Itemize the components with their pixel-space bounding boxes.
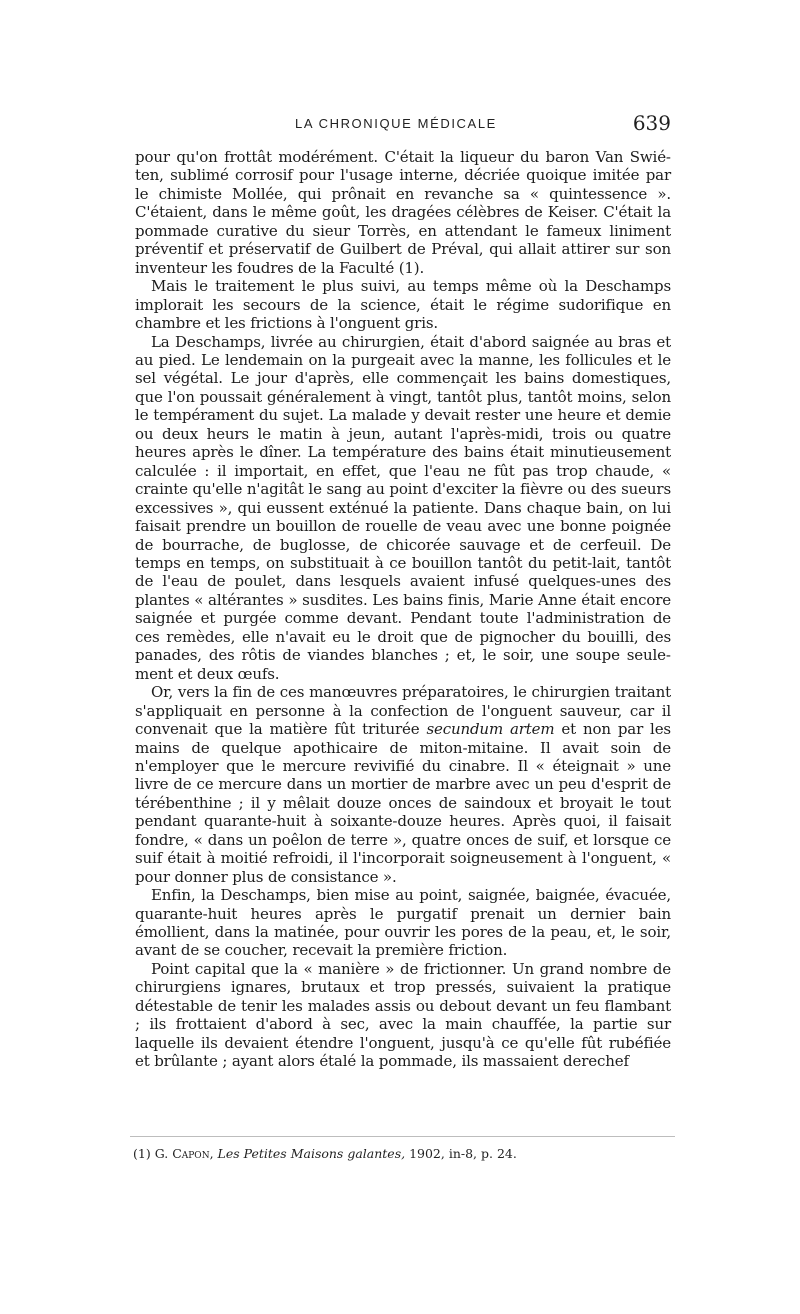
latin-phrase: secundum artem: [426, 720, 555, 739]
footnote: [133, 1146, 673, 1162]
paragraph-text: et non par les mains de quelque apothicaire de miton-mitaine. Il avait soin de n'employer que le mercure revivifié du cinabre. Il « éteignait » une livre de ce mercure dans un mortier de marbre avec un peu d'esprit de térébenthine ; il y mêlait douze onces de saindoux et broyait le tout pendant quarante-huit à soixante-douze heures. Après quoi, il faisait fondre, « dans un poêlon de terre », quatre onces de suif, et lorsque ce suif était à moitié refroidi, il l'incorporait soigneusement à l'onguent, « pour donner plus de consistance ».: [135, 720, 671, 886]
footnote-author: G. Capon,: [154, 1146, 214, 1161]
paragraph: Mais le traitement le plus suivi, au temps même où la Deschamps implorait les secours de la science, était le régime sudorifique en chambre et les frictions à l'onguent gris.: [135, 277, 671, 333]
paragraph: Point capital que la « manière » de frictionner. Un grand nombre de chirurgiens ignares, brutaux et trop pressés, suivaient la pratique détestable de tenir les malades assis ou debout devant un feu flambant ; ils frottaient d'abord à sec, avec la main chauffée, la partie sur laquelle ils devaient étendre l'onguent, jusqu'à ce qu'elle fût rubéfiée et brûlante ; ayant alors étalé la pommade, ils massaient derechef: [135, 959, 671, 1071]
paragraph: [135, 683, 671, 886]
paragraph: pour qu'on frottât modérément. C'était la liqueur du baron Van Swiéten, sublimé corrosif pour l'usage interne, décriée quoique imitée par le chimiste Mollée, qui prônait en revanche sa « quintessence ». C'étaient, dans le même goût, les dragées célèbres de Keiser. C'était la pommade curative du sieur Torrès, en attendant le fameux liniment préventif et préservatif de Guilbert de Préval, qui allait attirer sur son inventeur les foudres de la Faculté (1).: [135, 148, 671, 277]
body-text: [135, 148, 671, 1071]
paragraph-text: Or, vers la fin de ces manœuvres préparatoires, le chirurgien traitant s'appliquait en personne à la confection de l'onguent sauveur, car il convenait que la matière fût triturée: [135, 683, 671, 739]
footnote-details: 1902, in-8, p. 24.: [409, 1146, 517, 1161]
footnote-title: Les Petites Maisons galantes,: [217, 1146, 406, 1161]
running-head: [135, 111, 671, 140]
page-content: [135, 111, 671, 1071]
running-title: LA CHRONIQUE MÉDICALE: [295, 116, 497, 131]
paragraph: La Deschamps, livrée au chirurgien, était d'abord saignée au bras et au pied. Le lendemain on la purgeait avec la manne, les follicules et le sel végétal. Le jour d'après, elle commençait les bains domestiques, que l'on poussait généralement à vingt, tantôt plus, tantôt moins, selon le tempérament du sujet. La malade y devait rester une heure et demie ou deux heurs le matin à jeun, autant l'après-midi, trois ou quatre heures après le dîner. La température des bains était minutieusement calculée : il importait, en effet, que l'eau ne fût pas trop chaude, « crainte qu'elle n'agitât le sang au point d'exciter la fièvre ou des sueurs excessives », qui eussent exténué la patiente. Dans chaque bain, on lui faisait prendre un bouillon de rouelle de veau avec une bonne poignée de bourrache, de buglosse, de chicorée sauvage et de cerfeuil. De temps en temps, on substituait à ce bouillon tantôt du petit-lait, tantôt de l'eau de poulet, dans lesquels avaient infusé quelques-unes des plantes « altérantes » susdites. Les bains finis, Marie Anne était encore saignée et purgée comme devant. Pendant toute l'administration de ces remèdes, elle n'avait eu le droit que de pignocher du bouilli, des panades, des rôtis de viandes blanches ; et, le soir, une soupe seulement et deux œufs.: [135, 332, 671, 683]
footnote-rule: [130, 1136, 675, 1137]
page-number: 639: [632, 111, 671, 135]
footnote-marker: (1): [133, 1146, 151, 1161]
paragraph: Enfin, la Deschamps, bien mise au point, saignée, baignée, évacuée, quarante-huit heures après le purgatif prenait un dernier bain émollient, dans la matinée, pour ouvrir les pores de la peau, et, le soir, avant de se coucher, recevait la première friction.: [135, 886, 671, 960]
